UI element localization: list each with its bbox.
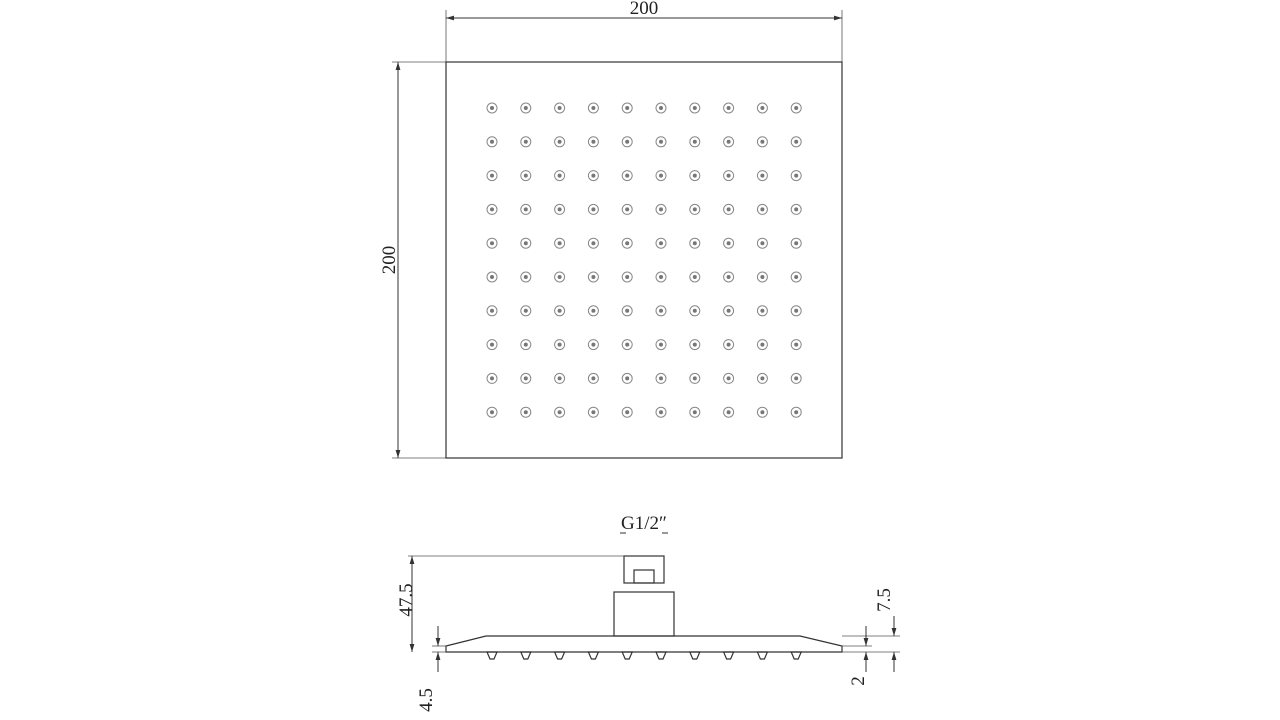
nozzle-hole-center <box>659 241 663 245</box>
nozzle-hole-center <box>558 174 562 178</box>
side-nozzle <box>521 652 531 659</box>
nozzle-hole-center <box>794 309 798 313</box>
top-view <box>379 0 842 458</box>
nozzle-hole-center <box>727 140 731 144</box>
nozzle-hole-center <box>760 106 764 110</box>
nozzle-hole-center <box>591 140 595 144</box>
side-nozzle <box>724 652 734 659</box>
nozzle-hole-center <box>524 275 528 279</box>
nozzle-hole-center <box>490 410 494 414</box>
nozzle-hole-center <box>625 309 629 313</box>
side-nozzle <box>757 652 767 659</box>
height-dimension <box>379 62 446 458</box>
nozzle-hole-center <box>659 343 663 347</box>
side-nozzle <box>555 652 565 659</box>
arm-body <box>614 592 674 636</box>
nozzle-hole-center <box>794 241 798 245</box>
nozzle-hole-center <box>794 174 798 178</box>
nozzle-hole-center <box>591 343 595 347</box>
nozzle-hole-center <box>760 275 764 279</box>
nozzle-hole-center <box>659 174 663 178</box>
nozzle-hole-center <box>693 106 697 110</box>
nozzle-hole-center <box>760 410 764 414</box>
nozzle-hole-center <box>524 140 528 144</box>
side-nozzle <box>690 652 700 659</box>
nozzle-hole-center <box>490 140 494 144</box>
nozzle-hole-center <box>693 376 697 380</box>
side-nozzle <box>656 652 666 659</box>
nozzle-hole-center <box>693 275 697 279</box>
nozzle-hole-center <box>794 275 798 279</box>
nozzle-hole-center <box>794 106 798 110</box>
side-view <box>396 513 900 712</box>
nozzle-hole-center <box>524 343 528 347</box>
nozzle-hole-center <box>625 343 629 347</box>
nozzle-hole-center <box>693 174 697 178</box>
nozzle-hole-center <box>625 410 629 414</box>
nozzle-hole-center <box>591 174 595 178</box>
nozzle-hole-center <box>524 376 528 380</box>
shower-plate-outline <box>446 62 842 458</box>
nozzle-hole-center <box>524 410 528 414</box>
nozzle-hole-center <box>625 106 629 110</box>
nozzle-hole-center <box>693 241 697 245</box>
nozzle-hole-center <box>558 140 562 144</box>
plate-75-label: 7.5 <box>874 588 895 612</box>
side-nozzle <box>487 652 497 659</box>
nozzle-hole-center <box>524 174 528 178</box>
nozzle-hole-center <box>558 410 562 414</box>
nozzle-hole-center <box>659 376 663 380</box>
nozzle-hole-center <box>760 241 764 245</box>
nozzle-hole-center <box>659 275 663 279</box>
nozzle-hole-center <box>794 410 798 414</box>
nozzle-hole-center <box>558 207 562 211</box>
nozzle-hole-center <box>558 275 562 279</box>
nozzle-hole-center <box>591 241 595 245</box>
nozzle-hole-center <box>558 309 562 313</box>
bottom-45-label: 4.5 <box>416 688 437 712</box>
nozzle-hole-center <box>591 410 595 414</box>
nozzle-hole-center <box>760 174 764 178</box>
nozzle-hole-center <box>490 275 494 279</box>
nozzle-hole-center <box>727 376 731 380</box>
nozzle-hole-center <box>591 106 595 110</box>
nozzle-hole-center <box>794 140 798 144</box>
height-475-dimension <box>396 556 624 652</box>
nozzle-hole-center <box>524 106 528 110</box>
nozzle-hole-center <box>490 343 494 347</box>
nozzle-hole-center <box>693 309 697 313</box>
plate-profile <box>446 636 842 652</box>
nozzle-hole-center <box>693 410 697 414</box>
nozzle-2-dimension <box>842 626 872 686</box>
nozzle-hole-center <box>727 343 731 347</box>
thread-label: G1/2″ <box>621 513 667 534</box>
nozzle-hole-center <box>524 241 528 245</box>
nozzle-hole-center <box>659 309 663 313</box>
nozzle-hole-center <box>794 343 798 347</box>
nozzle-hole-center <box>490 106 494 110</box>
nozzle-hole-center <box>625 174 629 178</box>
nozzle-hole-center <box>760 309 764 313</box>
nozzle-hole-center <box>625 207 629 211</box>
nozzle-hole-center <box>760 343 764 347</box>
height-label: 200 <box>379 245 400 275</box>
nozzle-hole-center <box>727 275 731 279</box>
nozzle-2-label: 2 <box>848 676 869 686</box>
nozzle-hole-center <box>490 207 494 211</box>
nozzle-hole-center <box>727 309 731 313</box>
nozzle-hole-center <box>693 207 697 211</box>
nozzle-hole-center <box>659 410 663 414</box>
side-nozzle <box>588 652 598 659</box>
nozzle-hole-center <box>524 309 528 313</box>
nozzle-hole-center <box>659 106 663 110</box>
side-nozzle <box>622 652 632 659</box>
nozzle-hole-center <box>591 376 595 380</box>
width-dimension <box>446 0 842 62</box>
nozzle-hole-center <box>558 376 562 380</box>
nozzle-hole-center <box>490 241 494 245</box>
nozzle-hole-center <box>727 241 731 245</box>
nozzle-hole-center <box>659 207 663 211</box>
nozzle-hole-center <box>490 309 494 313</box>
nozzle-hole-center <box>524 207 528 211</box>
plate-75-dimension <box>842 588 900 672</box>
nozzle-hole-center <box>558 343 562 347</box>
nozzle-hole-center <box>558 241 562 245</box>
bottom-45-dimension <box>416 626 446 712</box>
nozzle-hole-center <box>591 309 595 313</box>
nozzle-hole-center <box>693 140 697 144</box>
nozzle-hole-center <box>659 140 663 144</box>
nozzle-hole-center <box>625 241 629 245</box>
nozzle-hole-center <box>490 376 494 380</box>
nozzle-hole-center <box>591 275 595 279</box>
nozzle-hole-center <box>727 174 731 178</box>
nozzle-hole-center <box>625 275 629 279</box>
nozzle-hole-center <box>490 174 494 178</box>
side-nozzles <box>487 652 801 659</box>
nozzle-hole-center <box>760 207 764 211</box>
nozzle-hole-center <box>625 140 629 144</box>
height-475-label: 47.5 <box>396 583 417 617</box>
nozzle-hole-center <box>727 207 731 211</box>
side-nozzle <box>791 652 801 659</box>
thread-connector <box>624 556 664 583</box>
nozzle-hole-center <box>794 207 798 211</box>
nozzle-hole-center <box>693 343 697 347</box>
nozzle-hole-center <box>794 376 798 380</box>
nozzle-hole-center <box>625 376 629 380</box>
nozzle-hole-center <box>760 376 764 380</box>
nozzle-hole-center <box>558 106 562 110</box>
nozzle-hole-center <box>727 106 731 110</box>
nozzle-hole-center <box>760 140 764 144</box>
nozzle-hole-center <box>591 207 595 211</box>
width-label: 200 <box>629 0 659 19</box>
nozzle-hole-center <box>727 410 731 414</box>
